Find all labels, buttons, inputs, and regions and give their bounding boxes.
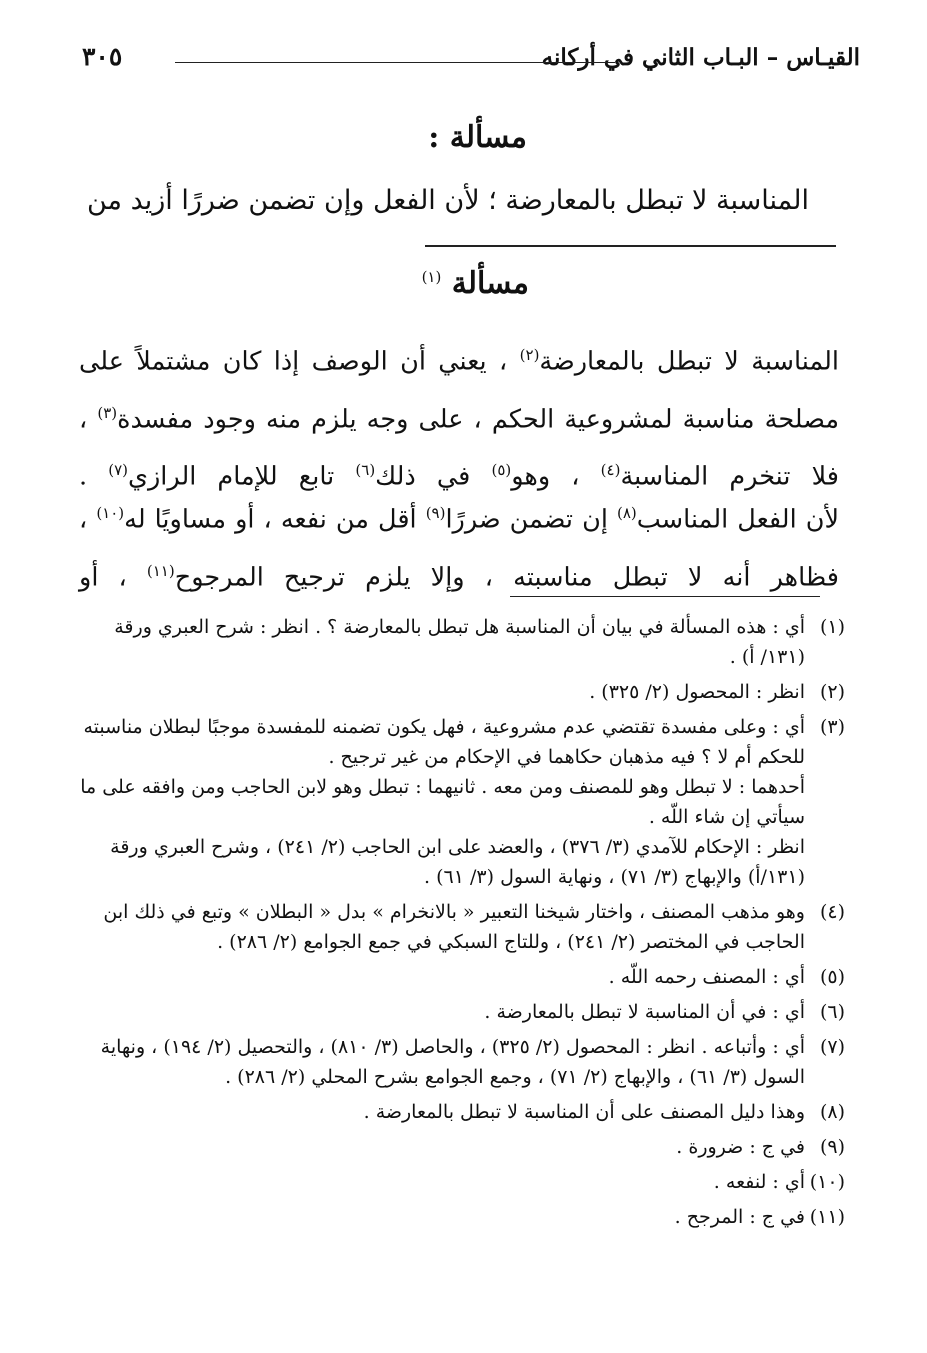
footnote-ref: (١٠) — [96, 504, 125, 522]
footnote-body — [75, 1132, 805, 1162]
footnote-text: أي : لنفعه . — [713, 1171, 805, 1193]
paragraph-text — [79, 330, 839, 503]
footnote-text: وهذا دليل المصنف على أن المناسبة لا تبطل بالمعارضة . — [363, 1101, 805, 1123]
footnotes-separator-rule — [510, 596, 820, 597]
sharh-paragraph-2 — [79, 488, 839, 603]
footnote-number: (١٠) — [809, 1171, 845, 1193]
text-run: إن تضمن ضررًا — [445, 504, 617, 535]
footnote — [75, 1202, 845, 1232]
footnote — [75, 1032, 845, 1092]
text-run: ، فلا تنخرم المناسبة — [79, 404, 839, 492]
footnote — [75, 1097, 845, 1127]
footnote-ref: (٥) — [491, 461, 512, 479]
footnote — [75, 997, 845, 1027]
footnote-number: (١) — [819, 616, 845, 638]
footnote-text: أحدهما : لا تبطل وهو للمصنف ومن معه . ثانيهما : تبطل وهو لابن الحاجب ومن وافقه على ما سيأتي إن شاء اللّه . — [80, 776, 805, 828]
footnote-ref: (١١) — [146, 561, 175, 580]
footnote-number: (٥) — [819, 966, 845, 988]
footnote-number: (٩) — [819, 1136, 845, 1158]
footnote-ref: (٦) — [355, 461, 376, 479]
matn-separator-rule — [425, 245, 836, 247]
footnote-body — [75, 962, 805, 992]
footnote-text: انظر : المحصول (٢/ ٣٢٥) . — [589, 681, 805, 703]
paragraph-text — [79, 488, 839, 603]
text-run: أقل من نفعه ، أو مساويًا له — [124, 504, 426, 535]
footnote-text: أي : وأتباعه . انظر : المحصول (٢/ ٣٢٥) ، والحاصل (٣/ ٨١٠) ، والتحصيل (٢/ ١٩٤) ، ونهاية السول (٣/ ٦١) ، والإبهاج (٢/ ٧١) ، وجمع الجوامع بشرح المحلي (٢/ ٢٨٦) . — [100, 1036, 805, 1088]
text-run: . — [79, 461, 109, 492]
footnote — [75, 1132, 845, 1162]
footnote-text: أي : هذه المسألة في بيان أن المناسبة هل تبطل بالمعارضة ؟ . انظر : شرح العبري ورقة (١٣١/ أ) . — [114, 616, 805, 668]
footnote-number: (٧) — [819, 1036, 845, 1058]
footnote — [75, 677, 845, 707]
footnote — [75, 1167, 845, 1197]
text-run: ، وهو — [511, 461, 601, 492]
footnote — [75, 612, 845, 672]
footnote-body — [75, 1097, 805, 1127]
footnote-body — [75, 677, 805, 707]
text-run: تابع للإمام الرازي — [128, 461, 356, 492]
footnote-number: (٤) — [819, 901, 845, 923]
footnote — [75, 962, 845, 992]
footnote-body — [75, 1202, 805, 1232]
chapter-title: القيـاس – البـاب الثاني في أركانه — [541, 44, 860, 71]
sharh-paragraph-1 — [79, 330, 839, 503]
matn-heading: مسألة : — [428, 120, 527, 155]
text-run: لأن الفعل المناسب — [636, 504, 839, 535]
footnote-text: أي : المصنف رحمه اللّه . — [608, 966, 805, 988]
footnote-ref: (٨) — [616, 504, 637, 522]
footnote — [75, 897, 845, 957]
footnote-ref: (٤) — [600, 461, 621, 479]
footnote-text: وهو مذهب المصنف ، واختار شيخنا التعبير « بالانخرام » بدل « البطلان » وتبع في ذلك ابن الحاجب في المختصر (٢/ ٢٤١) ، وللتاج السبكي في جمع الجوامع (٢/ ٢٨٦) . — [103, 901, 805, 953]
page-number: ٣٠٥ — [82, 42, 123, 71]
footnote-text: في ج : المرجح . — [674, 1206, 805, 1228]
footnote-body — [75, 997, 805, 1027]
footnote-body — [75, 1032, 805, 1092]
footnote-body — [75, 897, 805, 957]
footnote-body — [75, 1167, 805, 1197]
footnote-number: (٦) — [819, 1001, 845, 1023]
footnote-text: أي : وعلى مفسدة تقتضي عدم مشروعية ، فهل يكون تضمنه للمفسدة موجبًا لبطلان مناسبته للحكم أم لا ؟ فيه مذهبان حكاهما في الإحكام من غير ترجيح . — [83, 716, 805, 768]
footnote-number: (٣) — [819, 716, 845, 738]
footnote-text: في ج : ضرورة . — [676, 1136, 805, 1158]
running-header — [82, 38, 860, 82]
footnote-number: (٢) — [819, 681, 845, 703]
footnote-text: انظر : الإحكام للآمدي (٣/ ٣٧٦) ، والعضد على ابن الحاجب (٢/ ٢٤١) ، وشرح العبري ورقة (١٣١/أ) والإبهاج (٣/ ٧١) ، ونهاية السول (٣/ ٦١) . — [110, 836, 805, 888]
text-run: ، يعني أن الوصف إذا كان مشتملاً على مصلحة مناسبة لمشروعية الحكم ، على وجه يلزم منه وجود مفسدة — [79, 346, 839, 434]
text-run: ، فظاهر أنه لا تبطل مناسبته ، وإلا يلزم ترجيح المرجوح — [79, 504, 839, 592]
footnote-body — [75, 712, 805, 892]
header-rule — [175, 62, 615, 63]
footnote-ref: (٢) — [519, 346, 540, 364]
footnote-number: (١١) — [809, 1206, 845, 1228]
matn-text: المناسبة لا تبطل بالمعارضة ؛ لأن الفعل وإن تضمن ضررًا أزيد من — [86, 185, 809, 216]
footnote-ref: (٩) — [425, 504, 446, 522]
footnote-body — [75, 612, 805, 672]
footnotes-section — [75, 612, 845, 1237]
sharh-heading-text: مسألة — [451, 266, 529, 301]
footnote-number: (٨) — [819, 1101, 845, 1123]
footnote-text: أي : في أن المناسبة لا تبطل بالمعارضة . — [484, 1001, 805, 1023]
text-run: ، أو — [79, 562, 147, 592]
footnote-ref: (١) — [421, 268, 442, 286]
text-run: المناسبة لا تبطل بالمعارضة — [539, 346, 840, 377]
footnote-ref: (٣) — [97, 403, 118, 422]
footnote-ref: (٧) — [108, 461, 129, 479]
text-run: في ذلك — [375, 461, 492, 492]
footnote — [75, 712, 845, 892]
sharh-heading — [422, 266, 529, 301]
